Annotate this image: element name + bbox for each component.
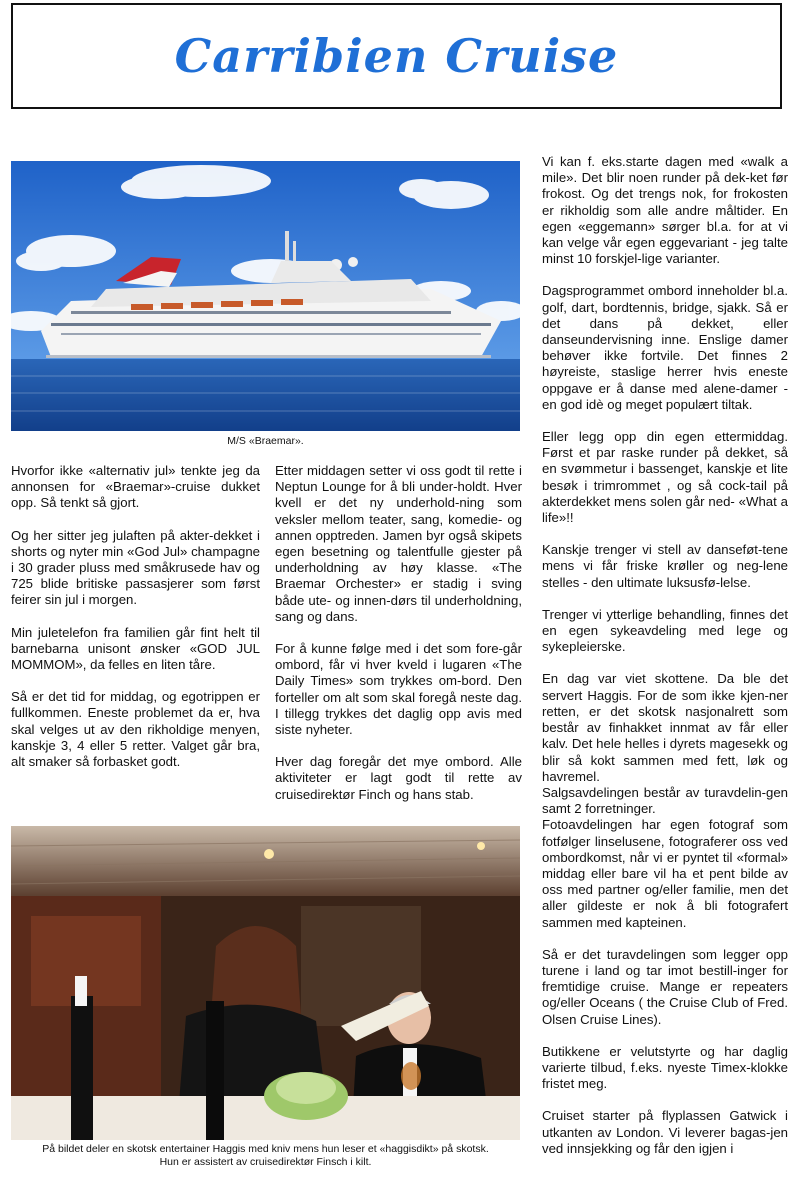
haggis-photo-caption — [11, 1143, 520, 1169]
paragraph: Salgsavdelingen består av turavdelin-gen samt 2 forretninger. — [542, 784, 788, 817]
paragraph: Så er det tid for middag, og egotrippen er fullkommen. Eneste problemet da er, hva skal velges ut av den rikholdige menyen, kanskje 3, 4 eller 5 retter. Valget går bra, alt smaker så forbasket godt. — [11, 689, 260, 770]
paragraph: Eller legg opp din egen ettermiddag. Først et par raske runder på dekket, så en svømmetur i bassenget, kanskje et lite besøk i trimrommet , og så cock-tail på akterdekket mens solen går ned- «What a life»!! — [542, 429, 788, 526]
paragraph: Så er det turavdelingen som legger opp turene i land og tar imot bestill-inger for fremtidige cruise. Mange er repeaters og/eller Oceans ( the Cruise Club of Fred. Olsen Cruise Lines). — [542, 946, 788, 1027]
paragraph: Butikkene er velutstyrte og har daglig varierte tilbud, f.eks. nyeste Timex-klokke fristet meg. — [542, 1043, 788, 1092]
caption-line: På bildet deler en skotsk entertainer Haggis med kniv mens hun leser et «haggisdikt» på skotsk. — [42, 1143, 489, 1155]
article-column-1 — [11, 463, 260, 786]
paragraph: En dag var viet skottene. Da ble det servert Haggis. For de som ikke kjen-ner retten, er det skotsk nasjonalrett som består av finhakket innmat av får eller kalv. Det hele helles i dyrets magesekk og blir så kokt sammen med fett, løk og havremel. — [542, 671, 788, 784]
paragraph: Trenger vi ytterlige behandling, finnes det en egen sykeavdeling med lege og sykepleierske. — [542, 606, 788, 655]
article-column-2 — [275, 463, 522, 819]
paragraph: Fotoavdelingen har egen fotograf som fotfølger linselusene, fotograferer oss ved ombordkomst, når vi er pyntet til «formal» middag eller bare vil ha et pent bilde av oss med partner og/eller familie, men det aller gildeste er nok å bli fotografert sammen med kapteinen. — [542, 817, 788, 930]
paragraph: Cruiset starter på flyplassen Gatwick i utkanten av London. Vi leverer bagas-jen ved innsjekking og får den igjen i — [542, 1108, 788, 1156]
page-title: Carribien Cruise — [174, 29, 619, 83]
ship-photo — [11, 161, 520, 431]
article-column-3 — [542, 154, 788, 1173]
ship-photo-caption: M/S «Braemar». — [227, 435, 304, 447]
paragraph: Kanskje trenger vi stell av danseføt-tene mens vi får friske krøller og neg-lene stelles - den ultimate luksusfø-lelse. — [542, 542, 788, 590]
paragraph: Vi kan f. eks.starte dagen med «walk a mile». Det blir noen runder på dek-ket før frokost. Og det trengs nok, for frokosten er rikholdig som alle andre måltider. En egen «eggemann» sørger bl.a. for at vi kan velge vår egen eggevariant - jeg talte minst 10 forskjel-lige varianter. — [542, 154, 788, 267]
ship-illustration — [11, 161, 520, 431]
title-box — [11, 3, 782, 109]
paragraph: Min juletelefon fra familien går fint helt til barnebarna unisont ønsker «GOD JUL MOMMOM», da felles en liten tåre. — [11, 624, 260, 673]
paragraph: Etter middagen setter vi oss godt til rette i Neptun Lounge for å bli under-holdt. Hver kvell er det ny underhold-ning som veksler mellom teater, sang, komedie- og annen opptreden. Jamen byr også skipets egen besetning og talentfulle gjester på underholdning av høy klasse. «The Braemar Orchester» er stadig i sving både ute- og innen-dørs til underholdning, sang og dans. — [275, 463, 522, 624]
paragraph: Dagsprogrammet ombord inneholder bl.a. golf, dart, bordtennis, bridge, sjakk. Så er det dans på dekket, eller danseundervisning inne. Enslige damer behøver ikke fortvile. Det finnes 2 høyreiste, staslige herrer hvis eneste oppgave er å danse med alene-damer - en god idè og meget populært tiltak. — [542, 283, 788, 412]
haggis-illustration — [11, 826, 520, 1140]
paragraph: For å kunne følge med i det som fore-går ombord, får vi hver kveld i lugaren «The Daily Times» som trykkes om-bord. Den forteller om alt som skal foregå neste dag. I tillegg trykkes det daglig opp avis med siste nyheter. — [275, 641, 522, 738]
haggis-photo — [11, 826, 520, 1140]
paragraph: Hvorfor ikke «alternativ jul» tenkte jeg da annonsen for «Braemar»-cruise dukket opp. Så tenkt så gjort. — [11, 463, 260, 511]
paragraph: Hver dag foregår det mye ombord. Alle aktiviteter er lagt godt til rette av cruisedirektør Finch og hans stab. — [275, 754, 522, 802]
caption-line: Hun er assistert av cruisedirektør Finsch i kilt. — [159, 1156, 372, 1168]
paragraph: Og her sitter jeg julaften på akter-dekket i shorts og nyter min «God Jul» champagne i 30 grader pluss med småkrusede hav og 725 blide britiske passasjerer som først feirer sin jul i morgen. — [11, 527, 260, 608]
